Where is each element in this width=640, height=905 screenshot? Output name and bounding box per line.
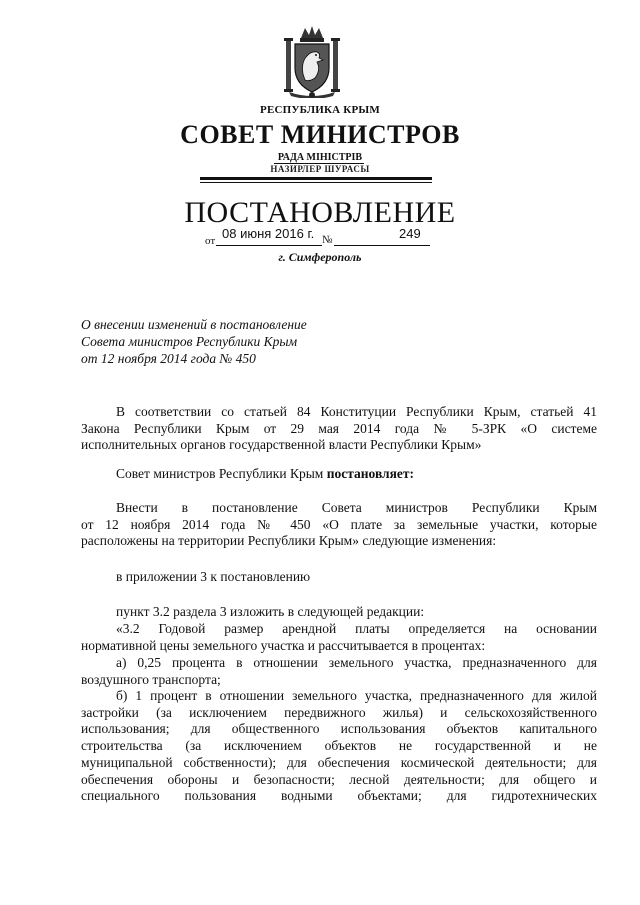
council-title-ukrainian: РАДА МІНІСТРІВ xyxy=(277,152,363,163)
decree-date-number-row xyxy=(0,226,640,248)
paragraph-item-b xyxy=(81,688,597,805)
text-line: исполнительных органов государственной власти Республики Крым» xyxy=(81,437,482,453)
date-underline xyxy=(216,245,322,246)
text-line: воздушного транспорта; xyxy=(81,671,221,687)
text-line: строительства (за исключением объектов не государственной и не xyxy=(81,738,597,754)
text-line: б) 1 процент в отношении земельного участка, предназначенного для жилой xyxy=(116,688,597,703)
paragraph-amend xyxy=(81,500,597,550)
decree-subject xyxy=(81,316,381,367)
decree-date: 08 июня 2016 г. xyxy=(222,226,315,241)
text-line: пункт 3.2 раздела 3 изложить в следующей редакции: xyxy=(116,604,425,619)
text-line: специального пользования водными объектами; для гидротехнических xyxy=(81,788,597,804)
decree-number: 249 xyxy=(399,226,421,241)
text-line: нормативной цены земельного участка и рассчитывается в процентах: xyxy=(81,637,486,653)
text-line: в приложении 3 к постановлению xyxy=(116,569,311,584)
text-line: муниципальной собственности); для обеспечения космической деятельности; для xyxy=(81,754,597,770)
header-rule-thin xyxy=(200,182,432,183)
header-rule-thick xyxy=(200,177,432,180)
document-type-title: ПОСТАНОВЛЕНИЕ xyxy=(184,196,456,229)
text-line: а) 0,25 процента в отношении земельного участка, предназначенного для xyxy=(116,655,597,670)
paragraph-clause xyxy=(81,604,597,621)
paragraph-item-a xyxy=(81,655,597,688)
text-line: обеспечения обороны и безопасности; лесной деятельности; для общего и xyxy=(81,771,597,787)
text-line: расположены на территории Республики Крым» следующие изменения: xyxy=(81,533,497,549)
text-line: Совет министров Республики Крым xyxy=(116,466,327,481)
text-line: Внести в постановление Совета министров Республики Крым xyxy=(116,500,597,515)
crimea-coat-of-arms-icon xyxy=(283,24,341,98)
paragraph-3-2 xyxy=(81,621,597,654)
resolves-word: постановляет: xyxy=(326,466,415,481)
city-name: г. Симферополь xyxy=(278,250,362,264)
council-title-crimean-tatar: НАЗИРЛЕР ШУРАСЫ xyxy=(270,164,370,174)
paragraph-legal-basis xyxy=(81,404,597,454)
text-line: В соответствии со статьей 84 Конституции Республики Крым, статьей 41 xyxy=(116,404,597,419)
subject-line: О внесении изменений в постановление xyxy=(81,317,307,332)
text-line: использования; для общественного использования объектов капитального xyxy=(81,721,597,737)
paragraph-resolves xyxy=(81,466,597,483)
from-label: от xyxy=(205,235,216,247)
number-label: № xyxy=(322,234,333,246)
subject-line: от 12 ноября 2014 года № 450 xyxy=(81,351,256,366)
text-line: «3.2 Годовой размер арендной платы определяется на основании xyxy=(116,621,597,636)
text-line: Закона Республики Крым от 29 мая 2014 года № 5-ЗРК «О системе xyxy=(81,420,597,436)
number-underline xyxy=(334,245,430,246)
text-line: от 12 ноября 2014 года № 450 «О плате за земельные участки, которые xyxy=(81,516,597,532)
paragraph-appendix xyxy=(81,569,597,586)
text-line: застройки (за исключением передвижного жилья) и сельскохозяйственного xyxy=(81,704,597,720)
subject-line: Совета министров Республики Крым xyxy=(81,334,298,349)
republic-name: РЕСПУБЛИКА КРЫМ xyxy=(260,104,380,116)
council-title: СОВЕТ МИНИСТРОВ xyxy=(180,120,460,149)
